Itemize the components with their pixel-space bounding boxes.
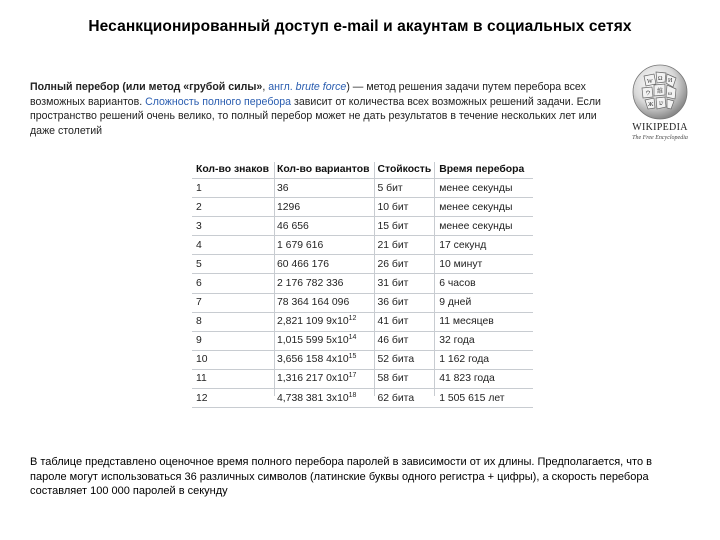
variants-value: 2 176 782 336 [277, 278, 344, 290]
cell-chars: 7 [192, 293, 273, 312]
cell-variants [273, 312, 373, 331]
cell-strength: 62 бита [373, 389, 435, 408]
cell-chars: 9 [192, 331, 273, 350]
cell-strength: 31 бит [373, 274, 435, 293]
intro-text-2: зависит от количества всех возможных решений задачи. Если пространство решений очень велико, то полный перебор может не дать результатов в течение нескольких лет или даже столетий [30, 95, 601, 137]
cell-strength: 58 бит [373, 369, 435, 388]
intro-term: Полный перебор (или метод «грубой силы» [30, 81, 263, 93]
table-row [192, 293, 533, 312]
table-row [192, 179, 533, 198]
table-row [192, 198, 533, 217]
cell-variants [273, 236, 373, 255]
cell-variants [273, 274, 373, 293]
cell-time: 9 дней [435, 293, 533, 312]
header-variants: Кол-во вариантов [273, 162, 373, 179]
table-body [192, 179, 533, 408]
cell-strength: 41 бит [373, 312, 435, 331]
variants-exponent: 15 [348, 353, 357, 361]
cell-time: 11 месяцев [435, 312, 533, 331]
table-row [192, 369, 533, 388]
cell-time: 32 года [435, 331, 533, 350]
cell-strength: 36 бит [373, 293, 435, 312]
svg-text:ウ: ウ [645, 91, 652, 97]
variants-value: 1 679 616 [277, 239, 324, 251]
table-row [192, 217, 533, 236]
cell-variants [273, 293, 373, 312]
cell-strength: 15 бит [373, 217, 435, 236]
cell-chars: 1 [192, 179, 273, 198]
cell-chars: 3 [192, 217, 273, 236]
table-row [192, 331, 533, 350]
intro-paragraph [30, 80, 615, 138]
cell-time: менее секунды [435, 179, 533, 198]
intro-english-term: brute force [295, 81, 347, 93]
intro-english-label[interactable]: англ. [268, 81, 293, 93]
cell-strength: 52 бита [373, 350, 435, 369]
cell-chars: 10 [192, 350, 273, 369]
svg-text:Ж: Ж [648, 102, 654, 108]
table-row [192, 236, 533, 255]
variants-exponent: 17 [348, 372, 357, 380]
variants-exponent: 18 [348, 391, 357, 399]
variants-value: 78 364 164 096 [277, 297, 350, 309]
variants-value: 1,316 217 0x10 [277, 373, 349, 385]
cell-time: 1 162 года [435, 350, 533, 369]
cell-time: 10 минут [435, 255, 533, 274]
cell-time: менее секунды [435, 217, 533, 236]
table-row [192, 255, 533, 274]
cell-time: 6 часов [435, 274, 533, 293]
cell-variants [273, 350, 373, 369]
wikipedia-logo [624, 62, 696, 152]
cell-chars: 11 [192, 369, 273, 388]
cell-strength: 10 бит [373, 198, 435, 217]
cell-time: менее секунды [435, 198, 533, 217]
variants-value: 60 466 176 [277, 258, 330, 270]
intro-separator: , [262, 81, 269, 93]
variants-value: 3,656 158 4x10 [277, 354, 349, 366]
svg-text:ש: ש [659, 101, 664, 107]
wikipedia-wordmark: WIKIPEDIA [632, 122, 688, 133]
cell-variants [273, 198, 373, 217]
wikipedia-tagline: The Free Encyclopedia [632, 135, 688, 141]
header-time: Время перебора [435, 162, 533, 179]
header-strength: Стойкость [373, 162, 435, 179]
cell-chars: 4 [192, 236, 273, 255]
svg-text:ω: ω [668, 91, 672, 97]
variants-exponent: 14 [348, 334, 357, 342]
cell-strength: 26 бит [373, 255, 435, 274]
svg-text:維: 維 [657, 89, 664, 95]
variants-exponent: 12 [348, 315, 357, 323]
variants-value: 1296 [277, 201, 301, 213]
cell-chars: 5 [192, 255, 273, 274]
svg-text:Ω: Ω [658, 76, 663, 82]
svg-text:W: W [647, 79, 653, 85]
variants-value: 1,015 599 5x10 [277, 335, 349, 347]
cell-strength: 21 бит [373, 236, 435, 255]
cell-chars: 6 [192, 274, 273, 293]
cell-variants [273, 331, 373, 350]
table-row [192, 389, 533, 408]
table-row [192, 274, 533, 293]
variants-value: 46 656 [277, 220, 309, 232]
cell-strength: 5 бит [373, 179, 435, 198]
cell-strength: 46 бит [373, 331, 435, 350]
table-row [192, 312, 533, 331]
slide-title: Несанкционированный доступ e-mail и акаунтам в социальных сетях [88, 18, 632, 35]
table-header-row [192, 162, 533, 179]
cell-variants [273, 179, 373, 198]
cell-variants [273, 255, 373, 274]
cell-variants [273, 389, 373, 408]
table-caption: В таблице представлено оценочное время полного перебора паролей в зависимости от их длины. Предполагается, что в пароле могут использоваться 36 различных символов (латинские буквы одного регистра + цифры), а скорость перебора составляет 100 000 паролей в секунду [30, 456, 652, 497]
intro-text-1: ) — метод решения задачи путем перебора всех возможных вариантов. [30, 81, 586, 108]
cell-variants [273, 217, 373, 236]
intro-complexity-link[interactable]: Сложность полного перебора [145, 95, 292, 108]
cell-chars: 8 [192, 312, 273, 331]
wikipedia-globe-icon [630, 62, 690, 122]
cell-variants [273, 369, 373, 388]
table-row [192, 350, 533, 369]
bruteforce-table [192, 162, 533, 408]
variants-value: 2,821 109 9x10 [277, 316, 349, 328]
variants-value: 36 [277, 182, 289, 194]
cell-time: 17 секунд [435, 236, 533, 255]
svg-text:И: И [668, 78, 673, 84]
header-chars: Кол-во знаков [192, 162, 273, 179]
cell-time: 1 505 615 лет [435, 389, 533, 408]
cell-time: 41 823 года [435, 369, 533, 388]
cell-chars: 2 [192, 198, 273, 217]
variants-value: 4,738 381 3x10 [277, 392, 349, 404]
cell-chars: 12 [192, 389, 273, 408]
